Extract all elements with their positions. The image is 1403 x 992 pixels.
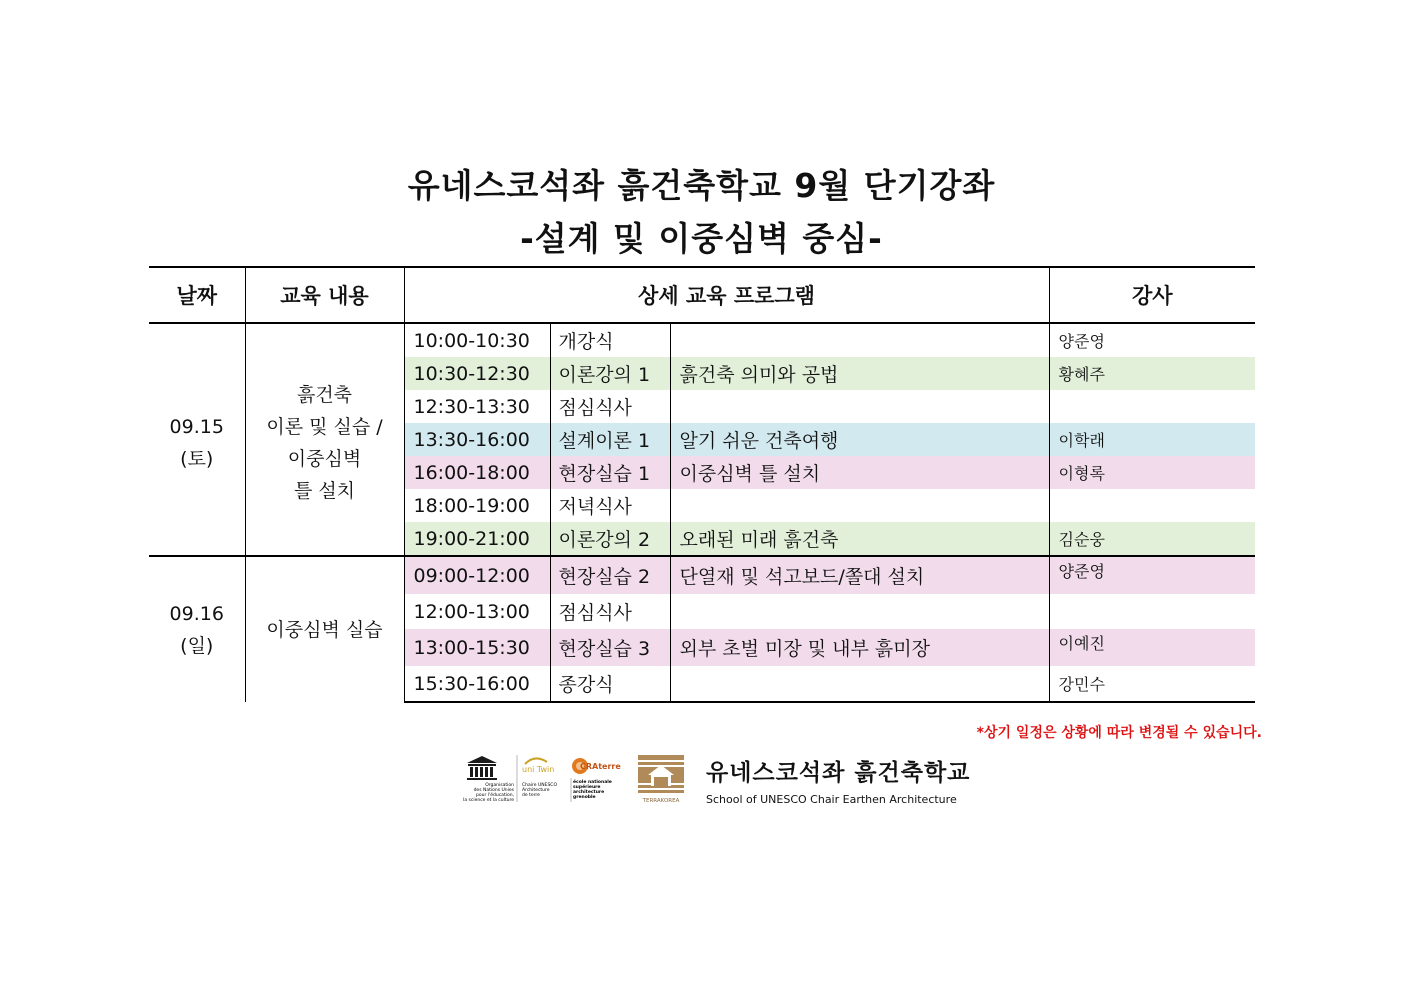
instructor-cell (1049, 594, 1255, 629)
time-cell: 12:30-13:30 (404, 390, 550, 423)
craterre-text: architecture (573, 790, 605, 795)
category-cell: 개강식 (550, 323, 670, 357)
topic-line: 이중심벽 실습 (266, 618, 383, 641)
instructor-cell: 황혜주 (1049, 357, 1255, 390)
time-cell: 10:00-10:30 (404, 323, 550, 357)
description-cell: 알기 쉬운 건축여행 (670, 423, 1049, 456)
description-cell (670, 594, 1049, 629)
unitwin-text: Architecture (522, 788, 550, 793)
instructor-cell: 이예진 (1049, 629, 1255, 666)
date-day1: 09.15 (169, 415, 224, 438)
unesco-logo (463, 755, 517, 803)
school-name-en: School of UNESCO Chair Earthen Architecture (706, 793, 957, 806)
page-subtitle: -설계 및 이중심벽 중심- (520, 219, 883, 258)
schedule-change-note: *상기 일정은 상황에 따라 변경될 수 있습니다. (976, 725, 1262, 741)
category-cell: 점심식사 (550, 594, 670, 629)
unesco-text: la science et la culture (463, 798, 514, 803)
time-cell: 10:30-12:30 (404, 357, 550, 390)
topic-line: 이론 및 실습 / (266, 415, 383, 438)
topic-line: 흙건축 (296, 383, 353, 406)
category-cell: 종강식 (550, 666, 670, 702)
header-instructor: 강사 (1049, 267, 1255, 323)
craterre-logo (571, 758, 621, 802)
description-cell: 외부 초벌 미장 및 내부 흙미장 (670, 629, 1049, 666)
instructor-cell (1049, 390, 1255, 423)
description-cell: 이중심벽 틀 설치 (670, 456, 1049, 489)
school-logo-text (706, 754, 970, 806)
time-cell: 13:30-16:00 (404, 423, 550, 456)
date-cell-day2 (149, 556, 245, 702)
craterre-text: supérieure (573, 785, 601, 790)
description-cell (670, 489, 1049, 522)
terrakorea-logo (638, 755, 684, 804)
header-content: 교육 내용 (245, 267, 404, 323)
category-cell: 현장실습 2 (550, 556, 670, 594)
time-cell: 15:30-16:00 (404, 666, 550, 702)
description-cell (670, 390, 1049, 423)
unesco-text: pour l'éducation, (476, 793, 514, 798)
table-header-row (149, 267, 1255, 323)
description-cell: 흙건축 의미와 공법 (670, 357, 1049, 390)
unitwin-text: uni Twin (522, 765, 555, 774)
craterre-text: grenoble (573, 795, 596, 800)
schedule-table (149, 266, 1255, 703)
category-cell: 현장실습 3 (550, 629, 670, 666)
craterre-text: école nationale (573, 780, 612, 785)
time-cell: 12:00-13:00 (404, 594, 550, 629)
date-day2: 09.16 (169, 602, 224, 625)
instructor-cell: 양준영 (1049, 323, 1255, 357)
unitwin-text: Chaire UNESCO (522, 783, 557, 788)
time-cell: 19:00-21:00 (404, 522, 550, 556)
time-cell: 16:00-18:00 (404, 456, 550, 489)
instructor-cell (1049, 489, 1255, 522)
terrakorea-text: TERRAKOREA (642, 798, 680, 804)
unitwin-logo (522, 758, 557, 798)
header-date: 날짜 (149, 267, 245, 323)
description-cell (670, 323, 1049, 357)
time-cell: 09:00-12:00 (404, 556, 550, 594)
topic-cell-day2 (245, 556, 404, 702)
time-cell: 18:00-19:00 (404, 489, 550, 522)
category-cell: 저녁식사 (550, 489, 670, 522)
page-title: 유네스코석좌 흙건축학교 9월 단기강좌 (407, 166, 996, 205)
category-cell: 이론강의 2 (550, 522, 670, 556)
category-cell: 이론강의 1 (550, 357, 670, 390)
craterre-text: CRAterre (580, 762, 621, 771)
instructor-cell: 양준영 (1049, 556, 1255, 594)
instructor-cell: 이학래 (1049, 423, 1255, 456)
school-name-kr: 유네스코석좌 흙건축학교 (706, 760, 971, 786)
weekday-day2: (일) (180, 634, 214, 657)
topic-line: 이중심벽 (287, 447, 362, 470)
category-cell: 설계이론 1 (550, 423, 670, 456)
instructor-cell: 강민수 (1049, 666, 1255, 702)
category-cell: 점심식사 (550, 390, 670, 423)
topic-line: 틀 설치 (293, 479, 356, 502)
instructor-cell: 김순웅 (1049, 522, 1255, 556)
weekday-day1: (토) (180, 447, 214, 470)
category-cell: 현장실습 1 (550, 456, 670, 489)
topic-cell-day1 (245, 323, 404, 556)
unitwin-text: de terre (522, 793, 540, 798)
date-cell-day1 (149, 323, 245, 556)
table-row (149, 323, 1255, 357)
description-cell: 단열재 및 석고보드/쫄대 설치 (670, 556, 1049, 594)
instructor-cell: 이형록 (1049, 456, 1255, 489)
time-cell: 13:00-15:30 (404, 629, 550, 666)
description-cell (670, 666, 1049, 702)
unesco-text: des Nations Unies (473, 788, 514, 793)
description-cell: 오래된 미래 흙건축 (670, 522, 1049, 556)
unesco-text: Organisation (485, 783, 514, 788)
table-row (149, 556, 1255, 594)
header-program: 상세 교육 프로그램 (404, 267, 1049, 323)
